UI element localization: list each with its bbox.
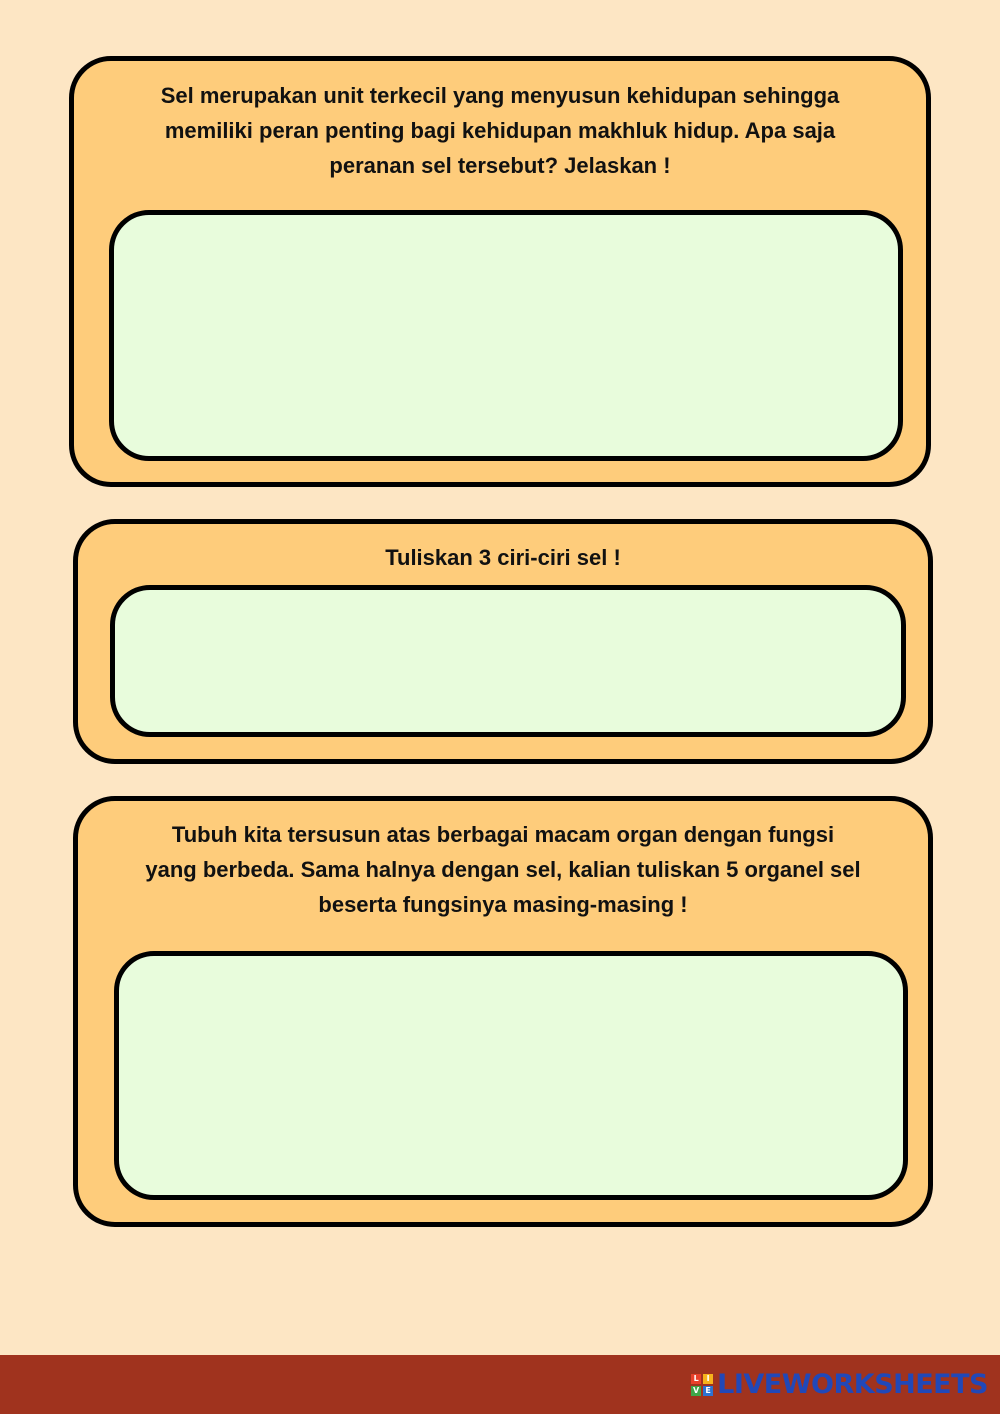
logo-letter-e: E (703, 1386, 713, 1396)
answer-field-2[interactable] (110, 585, 906, 737)
logo-letter-l: L (691, 1374, 701, 1384)
question-1-text: Sel merupakan unit terkecil yang menyusun kehidupan sehingga memiliki peran penting bagi kehidupan makhluk hidup. Apa saja peranan sel tersebut? Jelaskan ! (160, 83, 840, 178)
question-2-text: Tuliskan 3 ciri-ciri sel ! (385, 545, 621, 570)
liveworksheets-logo-icon (691, 1374, 713, 1396)
brand-name: LIVEWORKSHEETS (717, 1369, 988, 1400)
answer-field-1[interactable] (109, 210, 903, 461)
question-card-1 (69, 56, 931, 487)
question-3-text: Tubuh kita tersusun atas berbagai macam organ dengan fungsi yang berbeda. Sama halnya dengan sel, kalian tuliskan 5 organel sel beserta fungsinya masing-masing ! (145, 822, 861, 917)
answer-field-3[interactable] (114, 951, 908, 1200)
liveworksheets-brand[interactable] (691, 1369, 988, 1401)
question-card-3 (73, 796, 933, 1227)
footer-bar (0, 1355, 1000, 1414)
logo-letter-i: I (703, 1374, 713, 1384)
logo-letter-v: V (693, 1386, 700, 1395)
question-card-2 (73, 519, 933, 764)
